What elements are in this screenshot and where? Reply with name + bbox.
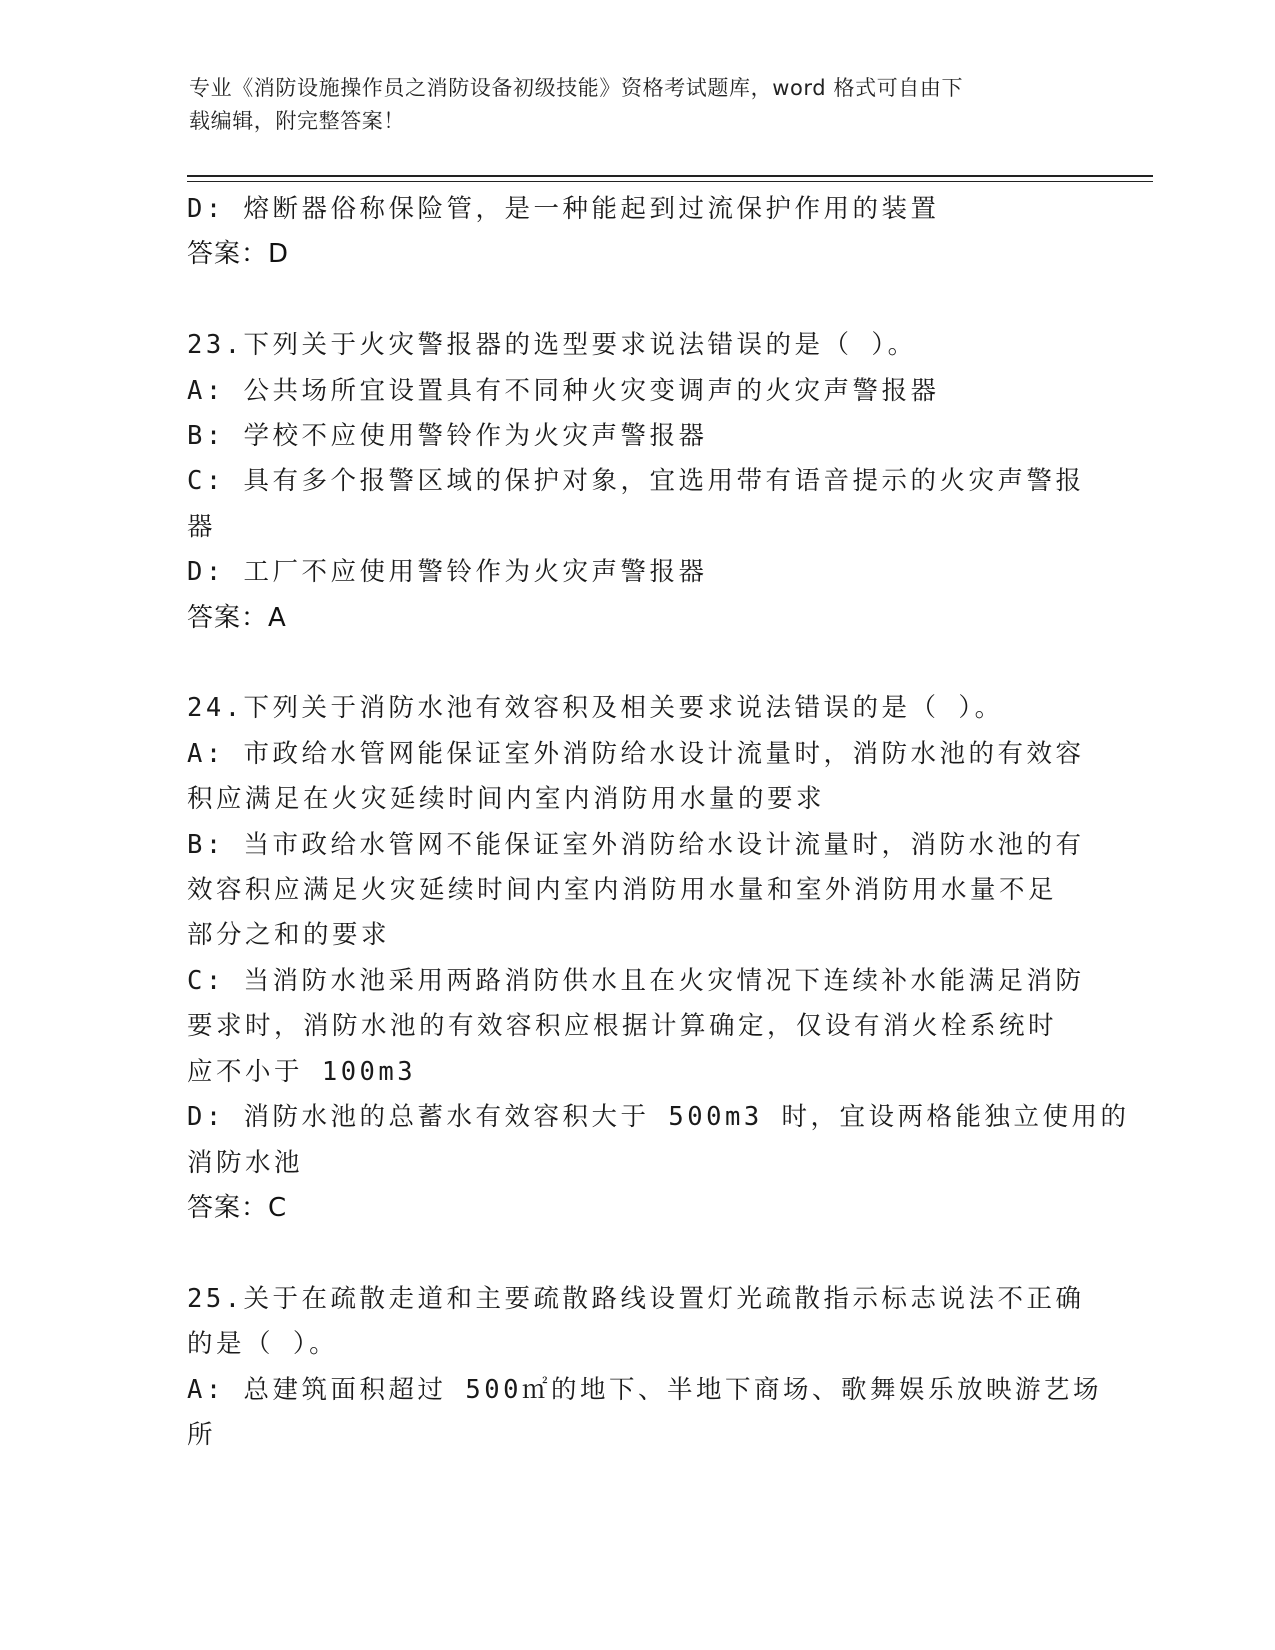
q24-option-b-line-2: 效容积应满足火灾延续时间内室内消防用水量和室外消防用水量不足 [187, 875, 1058, 906]
q24-option-d-line-1: D: 消防水池的总蓄水有效容积大于 500m3 时，宜设两格能独立使用的 [187, 1102, 1130, 1133]
q24-option-c-line-2: 要求时，消防水池的有效容积应根据计算确定，仅设有消火栓系统时 [187, 1011, 1058, 1042]
q24-option-b-line-1: B: 当市政给水管网不能保证室外消防给水设计流量时，消防水池的有 [187, 829, 1085, 860]
q23-option-d: D: 工厂不应使用警铃作为火灾声警报器 [187, 557, 708, 588]
q25-option-a-line-1: A: 总建筑面积超过 500㎡的地下、半地下商场、歌舞娱乐放映游艺场 [187, 1374, 1102, 1405]
q23-option-c-line-2: 器 [187, 511, 217, 542]
q23-option-c-line-1: C: 具有多个报警区域的保护对象，宜选用带有语音提示的火灾声警报 [187, 466, 1085, 497]
q23-option-a: A: 公共场所宜设置具有不同种火灾变调声的火灾声警报器 [187, 375, 940, 406]
q22-option-d: D: 熔断器俗称保险管，是一种能起到过流保护作用的装置 [187, 194, 940, 224]
q24-option-d-line-2: 消防水池 [187, 1147, 304, 1178]
q24-option-c-line-1: C: 当消防水池采用两路消防供水且在火灾情况下连续补水能满足消防 [187, 965, 1085, 996]
spacer [187, 641, 1087, 686]
q25-option-a-line-2: 所 [187, 1419, 217, 1450]
q24-option-b-line-3: 部分之和的要求 [187, 920, 391, 951]
q25-question-line-1: 25.关于在疏散走道和主要疏散路线设置灯光疏散指示标志说法不正确 [187, 1283, 1085, 1314]
header-line-2: 载编辑，附完整答案！ [189, 109, 405, 133]
q22-answer: 答案：D [187, 239, 290, 270]
q23-option-b: B: 学校不应使用警铃作为火灾声警报器 [187, 421, 708, 452]
header-divider-thick [187, 175, 1153, 177]
header-line-1: 专业《消防设施操作员之消防设备初级技能》资格考试题库，word 格式可自由下 [189, 76, 964, 100]
q24-question: 24.下列关于消防水池有效容积及相关要求说法错误的是（ ）。 [187, 693, 1004, 724]
q24-answer: 答案：C [187, 1192, 288, 1223]
document-header [189, 72, 1079, 138]
spacer [187, 278, 1087, 323]
spacer [187, 1231, 1087, 1276]
header-divider-thin [187, 181, 1153, 182]
q23-question: 23.下列关于火灾警报器的选型要求说法错误的是（ ）。 [187, 330, 917, 361]
q24-option-c-line-3: 应不小于 100m3 [187, 1056, 417, 1087]
document-body [187, 187, 1130, 1458]
q23-answer: 答案：A [187, 602, 287, 633]
q24-option-a-line-2: 积应满足在火灾延续时间内室内消防用水量的要求 [187, 784, 826, 815]
q25-question-line-2: 的是（ ）。 [187, 1329, 339, 1360]
q24-option-a-line-1: A: 市政给水管网能保证室外消防给水设计流量时，消防水池的有效容 [187, 738, 1085, 769]
